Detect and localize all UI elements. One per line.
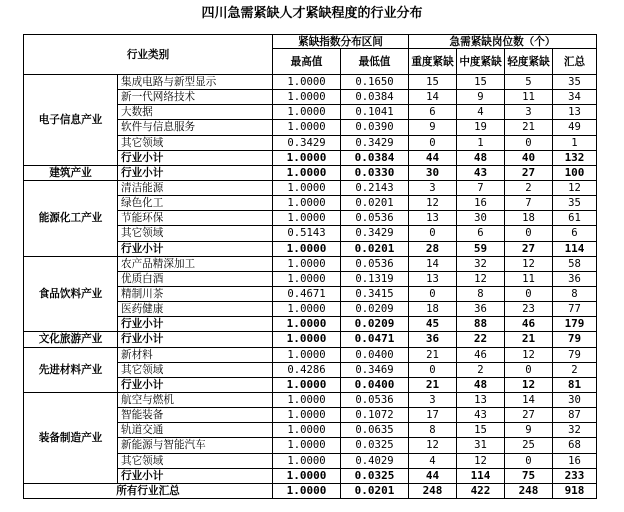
min-value: 0.0201 bbox=[341, 241, 409, 256]
min-value: 0.0325 bbox=[341, 438, 409, 453]
total-count: 68 bbox=[553, 438, 597, 453]
total-count: 61 bbox=[553, 211, 597, 226]
severe-count: 12 bbox=[409, 438, 457, 453]
max-value: 1.0000 bbox=[273, 438, 341, 453]
header-index-range: 紧缺指数分布区间 bbox=[273, 35, 409, 49]
max-value: 1.0000 bbox=[273, 256, 341, 271]
moderate-count: 6 bbox=[457, 226, 505, 241]
table-row bbox=[24, 75, 597, 90]
severe-count: 3 bbox=[409, 392, 457, 407]
sub-sector-name: 绿色化工 bbox=[118, 196, 273, 211]
moderate-count: 59 bbox=[457, 241, 505, 256]
min-value: 0.0536 bbox=[341, 211, 409, 226]
header-total: 汇总 bbox=[553, 49, 597, 75]
max-value: 1.0000 bbox=[273, 196, 341, 211]
total-count: 1 bbox=[553, 135, 597, 150]
mild-count: 23 bbox=[505, 302, 553, 317]
sub-sector-name: 精制川茶 bbox=[118, 286, 273, 301]
min-value: 0.0384 bbox=[341, 90, 409, 105]
severe-count: 17 bbox=[409, 408, 457, 423]
moderate-count: 31 bbox=[457, 438, 505, 453]
moderate-count: 4 bbox=[457, 105, 505, 120]
moderate-count: 46 bbox=[457, 347, 505, 362]
mild-count: 14 bbox=[505, 392, 553, 407]
moderate-count: 16 bbox=[457, 196, 505, 211]
subtotal-label: 行业小计 bbox=[118, 241, 273, 256]
severe-count: 30 bbox=[409, 165, 457, 180]
moderate-count: 48 bbox=[457, 377, 505, 392]
max-value: 0.5143 bbox=[273, 226, 341, 241]
min-value: 0.0400 bbox=[341, 377, 409, 392]
total-count: 132 bbox=[553, 150, 597, 165]
severe-count: 36 bbox=[409, 332, 457, 347]
grand-min-value: 0.0201 bbox=[341, 483, 409, 498]
max-value: 1.0000 bbox=[273, 211, 341, 226]
mild-count: 27 bbox=[505, 408, 553, 423]
moderate-count: 22 bbox=[457, 332, 505, 347]
max-value: 1.0000 bbox=[273, 377, 341, 392]
total-count: 179 bbox=[553, 317, 597, 332]
max-value: 1.0000 bbox=[273, 271, 341, 286]
min-value: 0.0384 bbox=[341, 150, 409, 165]
moderate-count: 7 bbox=[457, 180, 505, 195]
mild-count: 0 bbox=[505, 135, 553, 150]
moderate-count: 88 bbox=[457, 317, 505, 332]
severe-count: 0 bbox=[409, 226, 457, 241]
severe-count: 8 bbox=[409, 423, 457, 438]
max-value: 1.0000 bbox=[273, 302, 341, 317]
sub-sector-name: 大数据 bbox=[118, 105, 273, 120]
total-count: 34 bbox=[553, 90, 597, 105]
total-count: 87 bbox=[553, 408, 597, 423]
total-count: 35 bbox=[553, 75, 597, 90]
min-value: 0.1319 bbox=[341, 271, 409, 286]
subtotal-row bbox=[24, 165, 597, 180]
max-value: 1.0000 bbox=[273, 317, 341, 332]
moderate-count: 43 bbox=[457, 165, 505, 180]
mild-count: 25 bbox=[505, 438, 553, 453]
mild-count: 5 bbox=[505, 75, 553, 90]
mild-count: 75 bbox=[505, 468, 553, 483]
mild-count: 40 bbox=[505, 150, 553, 165]
severe-count: 9 bbox=[409, 120, 457, 135]
sub-sector-name: 医药健康 bbox=[118, 302, 273, 317]
min-value: 0.2143 bbox=[341, 180, 409, 195]
industry-name: 能源化工产业 bbox=[24, 180, 118, 256]
moderate-count: 2 bbox=[457, 362, 505, 377]
total-count: 49 bbox=[553, 120, 597, 135]
mild-count: 3 bbox=[505, 105, 553, 120]
subtotal-label: 行业小计 bbox=[118, 150, 273, 165]
max-value: 0.4286 bbox=[273, 362, 341, 377]
sub-sector-name: 航空与燃机 bbox=[118, 392, 273, 407]
max-value: 0.4671 bbox=[273, 286, 341, 301]
max-value: 1.0000 bbox=[273, 468, 341, 483]
min-value: 0.3415 bbox=[341, 286, 409, 301]
moderate-count: 30 bbox=[457, 211, 505, 226]
severe-count: 21 bbox=[409, 377, 457, 392]
min-value: 0.0330 bbox=[341, 165, 409, 180]
sub-sector-name: 轨道交通 bbox=[118, 423, 273, 438]
min-value: 0.3469 bbox=[341, 362, 409, 377]
sub-sector-name: 软件与信息服务 bbox=[118, 120, 273, 135]
industry-name: 电子信息产业 bbox=[24, 75, 118, 166]
moderate-count: 13 bbox=[457, 392, 505, 407]
mild-count: 46 bbox=[505, 317, 553, 332]
industry-name: 先进材料产业 bbox=[24, 347, 118, 392]
min-value: 0.0536 bbox=[341, 392, 409, 407]
table-row bbox=[24, 256, 597, 271]
table-title: 四川急需紧缺人才紧缺程度的行业分布 bbox=[201, 6, 423, 21]
mild-count: 0 bbox=[505, 362, 553, 377]
total-count: 32 bbox=[553, 423, 597, 438]
severe-count: 0 bbox=[409, 286, 457, 301]
total-count: 58 bbox=[553, 256, 597, 271]
moderate-count: 114 bbox=[457, 468, 505, 483]
header-category: 行业类别 bbox=[24, 35, 273, 75]
grand-mild-count: 248 bbox=[505, 483, 553, 498]
mild-count: 11 bbox=[505, 90, 553, 105]
sub-sector-name: 其它领域 bbox=[118, 453, 273, 468]
mild-count: 7 bbox=[505, 196, 553, 211]
header-positions: 急需紧缺岗位数（个） bbox=[409, 35, 597, 49]
header-max: 最高值 bbox=[273, 49, 341, 75]
moderate-count: 36 bbox=[457, 302, 505, 317]
max-value: 1.0000 bbox=[273, 105, 341, 120]
max-value: 1.0000 bbox=[273, 423, 341, 438]
grand-moderate-count: 422 bbox=[457, 483, 505, 498]
mild-count: 2 bbox=[505, 180, 553, 195]
mild-count: 0 bbox=[505, 226, 553, 241]
header-min: 最低值 bbox=[341, 49, 409, 75]
mild-count: 11 bbox=[505, 271, 553, 286]
industry-name: 装备制造产业 bbox=[24, 392, 118, 483]
moderate-count: 8 bbox=[457, 286, 505, 301]
subtotal-label: 行业小计 bbox=[118, 468, 273, 483]
max-value: 1.0000 bbox=[273, 90, 341, 105]
max-value: 1.0000 bbox=[273, 75, 341, 90]
severe-count: 44 bbox=[409, 468, 457, 483]
sub-sector-name: 清洁能源 bbox=[118, 180, 273, 195]
sub-sector-name: 优质白酒 bbox=[118, 271, 273, 286]
total-count: 16 bbox=[553, 453, 597, 468]
max-value: 1.0000 bbox=[273, 347, 341, 362]
subtotal-label: 行业小计 bbox=[118, 165, 273, 180]
min-value: 0.4029 bbox=[341, 453, 409, 468]
mild-count: 21 bbox=[505, 332, 553, 347]
min-value: 0.1650 bbox=[341, 75, 409, 90]
severe-count: 4 bbox=[409, 453, 457, 468]
sub-sector-name: 智能装备 bbox=[118, 408, 273, 423]
mild-count: 12 bbox=[505, 377, 553, 392]
severe-count: 14 bbox=[409, 256, 457, 271]
total-count: 30 bbox=[553, 392, 597, 407]
min-value: 0.0400 bbox=[341, 347, 409, 362]
severe-count: 15 bbox=[409, 75, 457, 90]
grand-max-value: 1.0000 bbox=[273, 483, 341, 498]
total-count: 77 bbox=[553, 302, 597, 317]
grand-total-row bbox=[24, 483, 597, 498]
moderate-count: 15 bbox=[457, 423, 505, 438]
industry-name: 食品饮料产业 bbox=[24, 256, 118, 332]
grand-severe-count: 248 bbox=[409, 483, 457, 498]
header-severe: 重度紧缺 bbox=[409, 49, 457, 75]
grand-total-label: 所有行业汇总 bbox=[24, 483, 273, 498]
total-count: 13 bbox=[553, 105, 597, 120]
min-value: 0.1072 bbox=[341, 408, 409, 423]
subtotal-label: 行业小计 bbox=[118, 377, 273, 392]
header-mild: 轻度紧缺 bbox=[505, 49, 553, 75]
max-value: 1.0000 bbox=[273, 120, 341, 135]
total-count: 8 bbox=[553, 286, 597, 301]
moderate-count: 19 bbox=[457, 120, 505, 135]
severe-count: 21 bbox=[409, 347, 457, 362]
max-value: 1.0000 bbox=[273, 180, 341, 195]
mild-count: 0 bbox=[505, 286, 553, 301]
min-value: 0.0536 bbox=[341, 256, 409, 271]
mild-count: 9 bbox=[505, 423, 553, 438]
total-count: 36 bbox=[553, 271, 597, 286]
total-count: 6 bbox=[553, 226, 597, 241]
severe-count: 14 bbox=[409, 90, 457, 105]
sub-sector-name: 其它领域 bbox=[118, 135, 273, 150]
mild-count: 12 bbox=[505, 256, 553, 271]
severe-count: 13 bbox=[409, 211, 457, 226]
total-count: 233 bbox=[553, 468, 597, 483]
severe-count: 13 bbox=[409, 271, 457, 286]
total-count: 79 bbox=[553, 347, 597, 362]
sub-sector-name: 节能环保 bbox=[118, 211, 273, 226]
min-value: 0.0209 bbox=[341, 302, 409, 317]
min-value: 0.0201 bbox=[341, 196, 409, 211]
grand-total-count: 918 bbox=[553, 483, 597, 498]
mild-count: 18 bbox=[505, 211, 553, 226]
total-count: 12 bbox=[553, 180, 597, 195]
subtotal-row bbox=[24, 332, 597, 347]
moderate-count: 48 bbox=[457, 150, 505, 165]
max-value: 1.0000 bbox=[273, 332, 341, 347]
severe-count: 45 bbox=[409, 317, 457, 332]
moderate-count: 15 bbox=[457, 75, 505, 90]
max-value: 1.0000 bbox=[273, 150, 341, 165]
severe-count: 28 bbox=[409, 241, 457, 256]
min-value: 0.0471 bbox=[341, 332, 409, 347]
moderate-count: 12 bbox=[457, 453, 505, 468]
severe-count: 0 bbox=[409, 362, 457, 377]
min-value: 0.0325 bbox=[341, 468, 409, 483]
max-value: 1.0000 bbox=[273, 241, 341, 256]
severe-count: 3 bbox=[409, 180, 457, 195]
moderate-count: 9 bbox=[457, 90, 505, 105]
sub-sector-name: 新材料 bbox=[118, 347, 273, 362]
mild-count: 21 bbox=[505, 120, 553, 135]
sub-sector-name: 其它领域 bbox=[118, 226, 273, 241]
total-count: 35 bbox=[553, 196, 597, 211]
total-count: 81 bbox=[553, 377, 597, 392]
max-value: 1.0000 bbox=[273, 165, 341, 180]
min-value: 0.0390 bbox=[341, 120, 409, 135]
severe-count: 12 bbox=[409, 196, 457, 211]
total-count: 2 bbox=[553, 362, 597, 377]
subtotal-label: 行业小计 bbox=[118, 317, 273, 332]
sub-sector-name: 农产品精深加工 bbox=[118, 256, 273, 271]
min-value: 0.3429 bbox=[341, 135, 409, 150]
severe-count: 6 bbox=[409, 105, 457, 120]
total-count: 114 bbox=[553, 241, 597, 256]
mild-count: 12 bbox=[505, 347, 553, 362]
moderate-count: 12 bbox=[457, 271, 505, 286]
mild-count: 27 bbox=[505, 241, 553, 256]
moderate-count: 43 bbox=[457, 408, 505, 423]
sub-sector-name: 集成电路与新型显示 bbox=[118, 75, 273, 90]
sub-sector-name: 新能源与智能汽车 bbox=[118, 438, 273, 453]
table-row bbox=[24, 347, 597, 362]
severe-count: 18 bbox=[409, 302, 457, 317]
severe-count: 44 bbox=[409, 150, 457, 165]
min-value: 0.3429 bbox=[341, 226, 409, 241]
moderate-count: 1 bbox=[457, 135, 505, 150]
total-count: 79 bbox=[553, 332, 597, 347]
max-value: 1.0000 bbox=[273, 392, 341, 407]
industry-shortage-table bbox=[23, 34, 597, 499]
table-row bbox=[24, 180, 597, 195]
min-value: 0.0209 bbox=[341, 317, 409, 332]
sub-sector-name: 其它领域 bbox=[118, 362, 273, 377]
min-value: 0.1041 bbox=[341, 105, 409, 120]
sub-sector-name: 新一代网络技术 bbox=[118, 90, 273, 105]
severe-count: 0 bbox=[409, 135, 457, 150]
header-moderate: 中度紧缺 bbox=[457, 49, 505, 75]
total-count: 100 bbox=[553, 165, 597, 180]
max-value: 0.3429 bbox=[273, 135, 341, 150]
industry-name: 建筑产业 bbox=[24, 165, 118, 180]
mild-count: 27 bbox=[505, 165, 553, 180]
min-value: 0.0635 bbox=[341, 423, 409, 438]
mild-count: 0 bbox=[505, 453, 553, 468]
industry-name: 文化旅游产业 bbox=[24, 332, 118, 347]
table-row bbox=[24, 392, 597, 407]
max-value: 1.0000 bbox=[273, 453, 341, 468]
moderate-count: 32 bbox=[457, 256, 505, 271]
subtotal-label: 行业小计 bbox=[118, 332, 273, 347]
max-value: 1.0000 bbox=[273, 408, 341, 423]
